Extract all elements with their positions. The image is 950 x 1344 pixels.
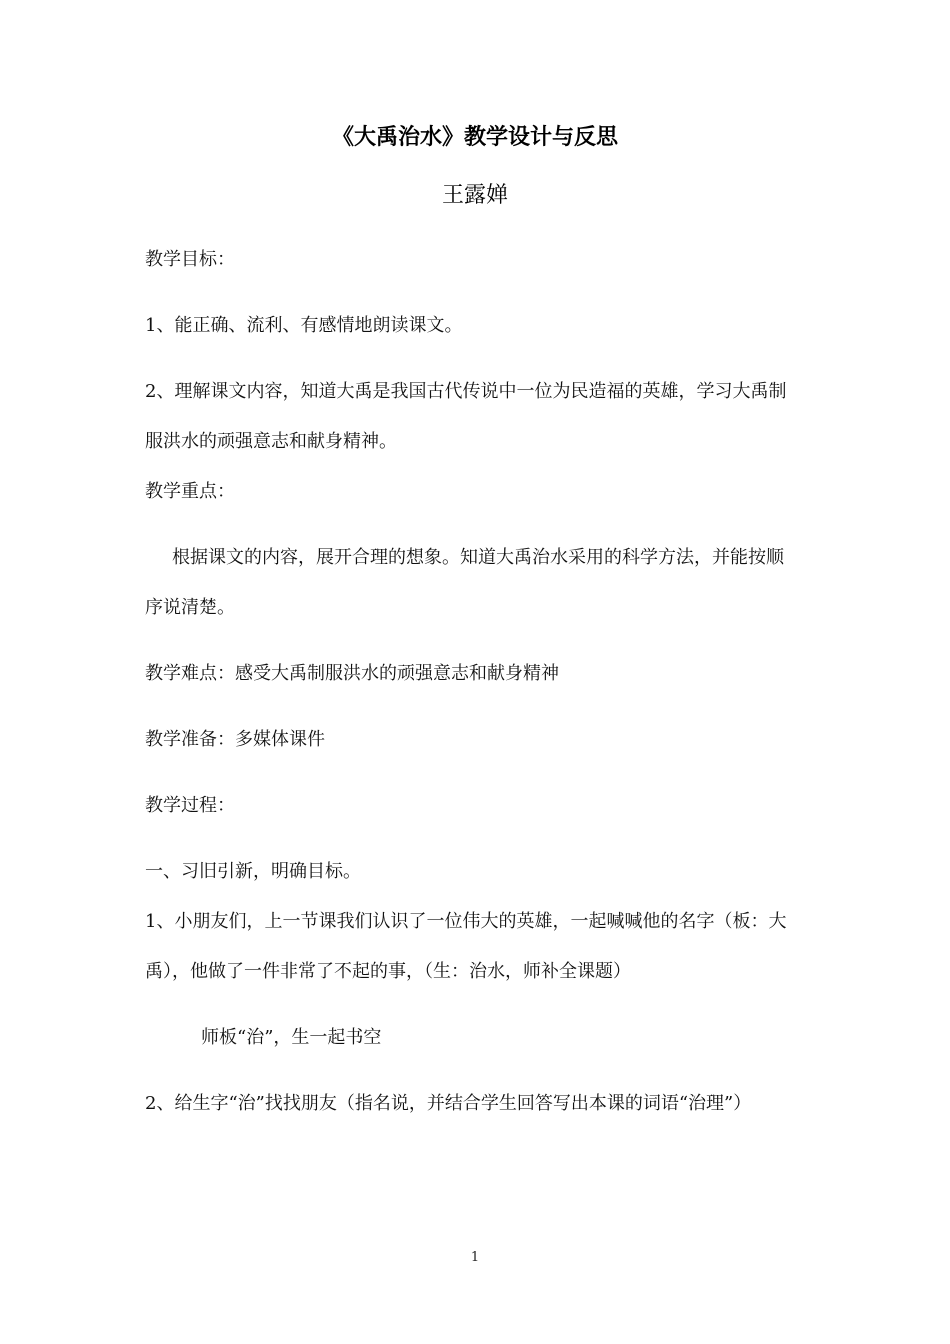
process-part-1-heading: 一、习旧引新，明确目标。 <box>145 861 361 882</box>
document-title: 《大禹治水》教学设计与反思 <box>331 125 618 150</box>
key-points-text-cont: 序说清楚。 <box>145 597 235 618</box>
author-name: 王露婵 <box>441 183 508 208</box>
process-step-1: 1、小朋友们，上一节课我们认识了一位伟大的英雄，一起喊喊他的名字（板：大 <box>145 911 787 932</box>
section-preparation: 教学准备：多媒体课件 <box>145 729 325 750</box>
objective-item-2: 2、理解课文内容，知道大禹是我国古代传说中一位为民造福的英雄，学习大禹制 <box>145 381 787 402</box>
process-step-1-note: 师板“治”，生一起书空 <box>201 1027 382 1048</box>
process-step-1-cont: 禹），他做了一件非常了不起的事，（生：治水，师补全课题） <box>145 961 631 982</box>
page-number: 1 <box>470 1250 480 1265</box>
section-heading-key-points: 教学重点： <box>145 481 235 502</box>
objective-item-2-cont: 服洪水的顽强意志和献身精神。 <box>145 431 397 452</box>
process-step-2: 2、给生字“治”找找朋友（指名说，并结合学生回答写出本课的词语“治理”） <box>145 1093 752 1114</box>
section-difficulties: 教学难点：感受大禹制服洪水的顽强意志和献身精神 <box>145 663 559 684</box>
key-points-text: 根据课文的内容，展开合理的想象。知道大禹治水采用的科学方法，并能按顺 <box>172 547 784 568</box>
objective-item-1: 1、能正确、流利、有感情地朗读课文。 <box>145 315 463 336</box>
section-heading-process: 教学过程： <box>145 795 235 816</box>
section-heading-objectives: 教学目标： <box>145 249 235 270</box>
